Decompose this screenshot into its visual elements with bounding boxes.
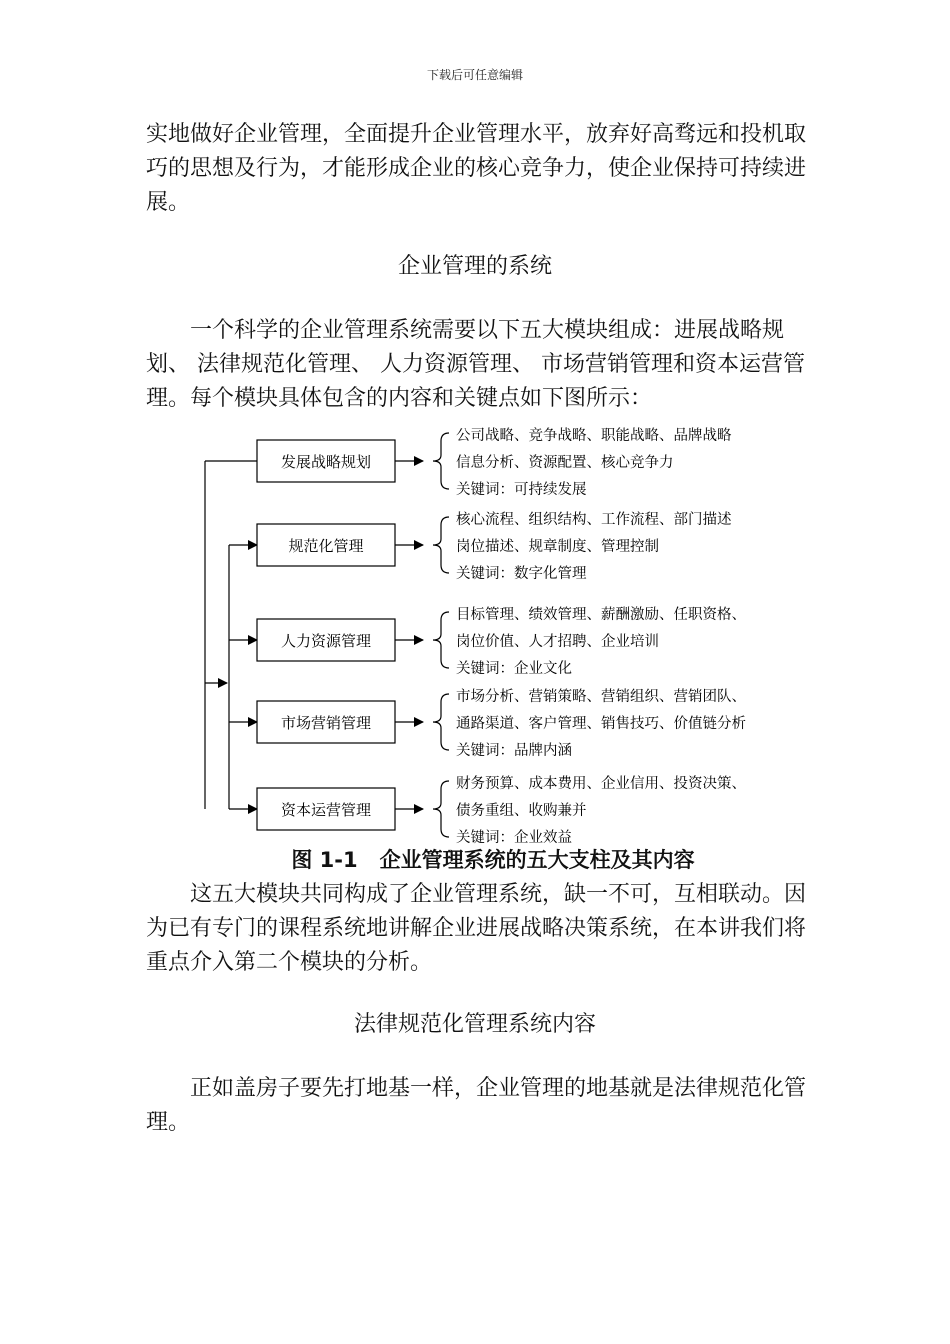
module-keyword: 关键词：企业效益 [456,830,572,845]
module-keyword: 关键词：企业文化 [456,661,572,677]
module-keyword: 关键词：数字化管理 [456,566,587,582]
diagram-module [257,510,732,582]
curly-brace [433,694,449,750]
module-name: 发展战略规划 [280,453,372,471]
module-name: 市场营销管理 [280,714,372,732]
curly-brace [433,612,449,668]
module-content-line: 债务重组、收购兼并 [456,803,587,819]
module-content-line: 财务预算、成本费用、企业信用、投资决策、 [456,776,746,792]
body-paragraph-4: 正如盖房子要先打地基一样，企业管理的地基就是法律规范化管理。 [146,1076,807,1135]
section-heading-legal: 法律规范化管理系统内容 [353,1012,596,1037]
curly-brace [433,433,449,489]
module-keyword: 关键词：品牌内涵 [456,743,572,759]
diagram-module [257,605,746,677]
module-content-line: 市场分析、营销策略、营销组织、营销团队、 [456,689,746,705]
module-keyword: 关键词：可持续发展 [456,482,587,498]
management-system-diagram [195,415,835,845]
diagram-module [257,687,746,759]
module-name: 资本运营管理 [280,801,372,819]
body-paragraph-3: 这五大模块共同构成了企业管理系统，缺一不可，互相联动。因为已有专门的课程系统地讲解企业进展战略决策系统，在本讲我们将重点介入第二个模块的分析。 [146,882,807,975]
header-note: 下载后可任意编辑 [426,68,523,82]
figure-caption [0,844,950,876]
figure-title: 企业管理系统的五大支柱及其内容 [379,848,695,872]
module-content-line: 岗位价值、人才招聘、企业培训 [456,634,659,650]
body-paragraph-2: 一个科学的企业管理系统需要以下五大模块组成：进展战略规划、 法律规范化管理、 人力资源管理、 市场营销管理和资本运营管理。每个模块具体包含的内容和关键点如下图所示： [146,318,805,411]
curly-brace [433,517,449,573]
section-heading-system: 企业管理的系统 [397,254,552,279]
diagram-module [257,774,746,845]
module-content-line: 目标管理、绩效管理、薪酬激励、任职资格、 [456,607,746,623]
module-content-line: 公司战略、竞争战略、职能战略、品牌战略 [456,428,732,444]
body-paragraph-1: 实地做好企业管理，全面提升企业管理水平，放弃好高骛远和投机取巧的思想及行为，才能形成企业的核心竞争力，使企业保持可持续进展。 [146,122,807,215]
figure-number: 图 1-1 [291,848,358,872]
module-name: 规范化管理 [288,537,364,555]
module-content-line: 信息分析、资源配置、核心竞争力 [456,455,674,471]
diagram-connector-lines [205,461,257,809]
module-content-line: 岗位描述、规章制度、管理控制 [456,539,659,555]
module-content-line: 核心流程、组织结构、工作流程、部门描述 [456,512,732,528]
module-content-line: 通路渠道、客户管理、销售技巧、价值链分析 [456,716,746,732]
module-name: 人力资源管理 [280,632,372,650]
curly-brace [433,781,449,837]
diagram-module [257,427,732,498]
